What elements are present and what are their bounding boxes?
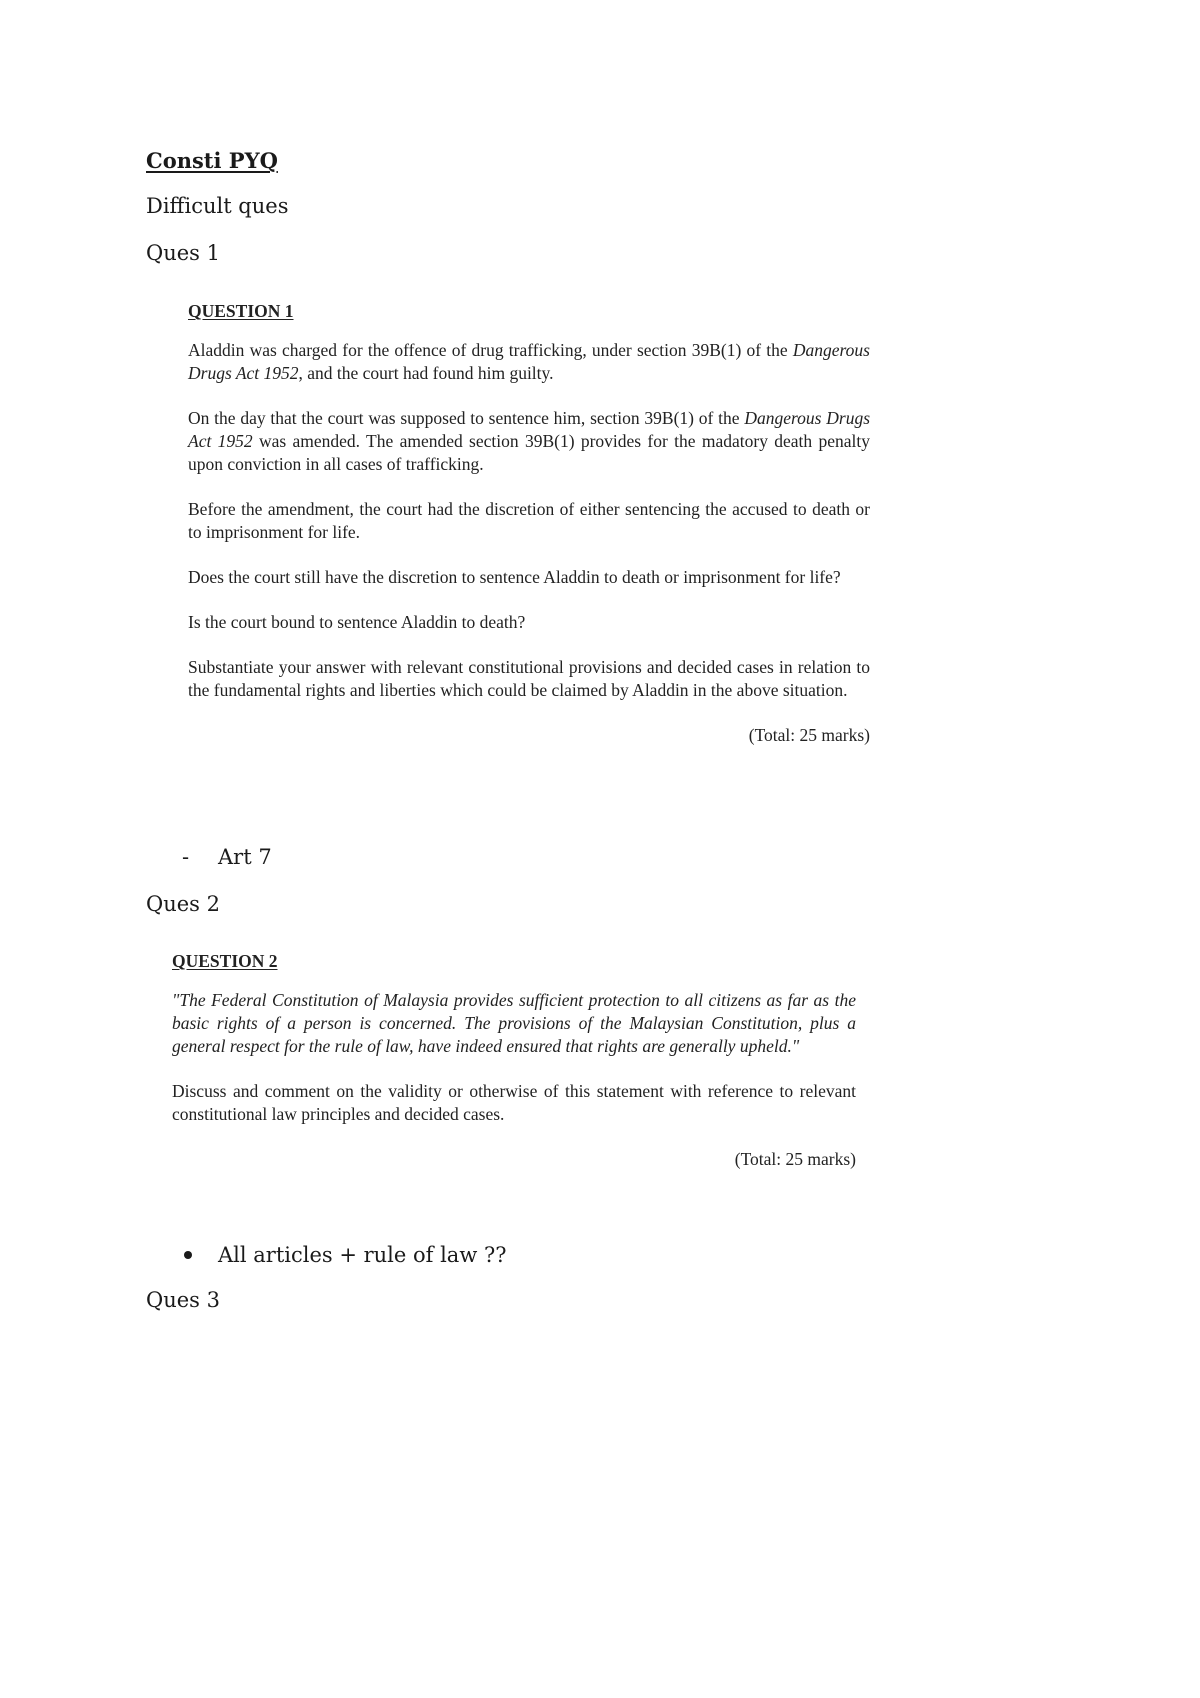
q1-p2-act-name: Dangerous Drugs Act 1952 <box>188 408 870 451</box>
q1-p1-text: Aladdin was charged for the offence of drug trafficking, under section 39B(1) of the <box>188 340 788 360</box>
question-1-paragraph-6: Substantiate your answer with relevant constitutional provisions and decided cases in relation to the fundamental rights and liberties which could be claimed by Aladdin in the above situation. <box>188 657 870 700</box>
question-1-paragraph-1 <box>188 339 870 385</box>
q1-p2-text: On the day that the court was supposed to sentence him, section 39B(1) of the <box>188 408 740 428</box>
question-1-paragraph-2 <box>188 407 870 476</box>
question-1-heading: QUESTION 1 <box>188 301 294 321</box>
document-title: Consti PYQ <box>146 148 278 173</box>
dash-marker: - <box>182 845 190 869</box>
bullet-icon <box>182 1245 218 1266</box>
question-1-paragraph-3: Before the amendment, the court had the discretion of either sentencing the accused to death or to imprisonment for life. <box>188 499 870 542</box>
question-2-note-text: All articles + rule of law ?? <box>218 1243 507 1267</box>
q1-p1-tail: , and the court had found him guilty. <box>298 363 554 383</box>
question-2-marks: (Total: 25 marks) <box>734 1149 856 1169</box>
question-1-marks: (Total: 25 marks) <box>748 725 870 745</box>
question-1-label: Ques 1 <box>146 241 220 265</box>
q1-p1-act-name: Dangerous Drugs Act 1952 <box>188 340 870 383</box>
question-2-quote: "The Federal Constitution of Malaysia provides sufficient protection to all citizens as far as the basic rights of a person is concerned. The provisions of the Malaysian Constitution, plus a general respect for the rule of law, have indeed ensured that rights are generally upheld." <box>172 990 856 1056</box>
question-2-paragraph-2: Discuss and comment on the validity or otherwise of this statement with reference to relevant constitutional law principles and decided cases. <box>172 1081 856 1124</box>
question-2-label: Ques 2 <box>146 892 220 916</box>
question-1-note-text: Art 7 <box>218 845 272 869</box>
question-2-note <box>182 1245 507 1266</box>
question-1-paragraph-4: Does the court still have the discretion to sentence Aladdin to death or imprisonment for life? <box>188 567 841 587</box>
question-3-label: Ques 3 <box>146 1288 220 1312</box>
question-1-scan <box>188 300 870 747</box>
question-1-paragraph-5: Is the court bound to sentence Aladdin to death? <box>188 612 526 632</box>
question-1-note <box>182 847 272 868</box>
q1-p2-tail: was amended. The amended section 39B(1) provides for the madatory death penalty upon conviction in all cases of trafficking. <box>188 431 870 474</box>
document-subtitle: Difficult ques <box>146 194 289 218</box>
question-2-heading: QUESTION 2 <box>172 951 278 971</box>
question-2-scan <box>172 950 856 1171</box>
